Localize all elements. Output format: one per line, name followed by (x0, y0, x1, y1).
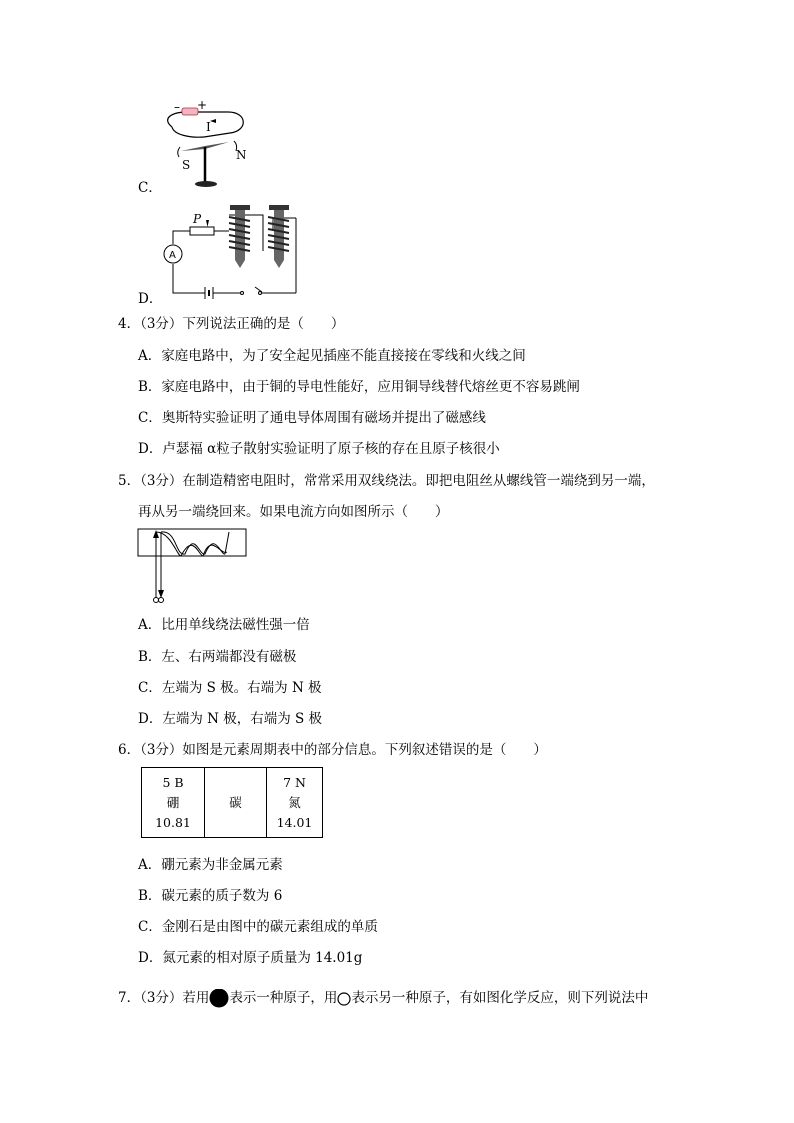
q6-option-d: D．氮元素的相对原子质量为 14.01g (138, 950, 363, 966)
ammeter-label: A (169, 250, 176, 261)
boron-cell (142, 768, 205, 838)
boron-number-symbol: 5 B (162, 774, 184, 790)
option-c-label: C． (138, 180, 162, 196)
q6-option-a: A．硼元素为非金属元素 (138, 857, 283, 873)
q6-option-b: B．碳元素的质子数为 6 (138, 888, 283, 904)
battery-icon (182, 108, 198, 115)
white-atom-icon (337, 992, 351, 1006)
option-d-label: D． (138, 291, 163, 307)
q7-stem (118, 986, 648, 1009)
periodic-table-excerpt (141, 767, 323, 838)
q4-stem: 4．（3分）下列说法正确的是（ ） (118, 316, 345, 332)
q7-text-part3: 表示另一种原子，有如图化学反应，则下列说法中 (351, 990, 649, 1006)
q4-option-a: A．家庭电路中，为了安全起见插座不能直接接在零线和火线之间 (138, 348, 526, 364)
compass-current-figure (158, 99, 250, 189)
q5-option-c: C．左端为 S 极。右端为 N 极 (138, 680, 322, 696)
boron-mass: 10.81 (155, 814, 191, 830)
q5-option-a: A．比用单线绕法磁性强一倍 (138, 617, 310, 633)
q7-text-part2: 表示一种原子，用 (229, 990, 338, 1006)
q4-option-c: C．奥斯特实验证明了通电导体周围有磁场并提出了磁感线 (138, 410, 486, 426)
q5-stem-line1: 5．（3分）在制造精密电阻时，常常采用双线绕法。即把电阻丝从螺线管一端绕到另一端， (118, 473, 655, 489)
q5-stem-line2: 再从另一端绕回来。如果电流方向如图所示（ ） (138, 504, 449, 520)
q4-option-d: D．卢瑟福 α粒子散射实验证明了原子核的存在且原子核很小 (138, 441, 500, 457)
nitrogen-name: 氮 (288, 794, 301, 810)
nitrogen-number-symbol: 7 N (283, 774, 306, 790)
q5-option-d: D．左端为 N 极，右端为 S 极 (138, 711, 323, 727)
north-label: N (236, 148, 247, 162)
rheostat (190, 227, 214, 235)
carbon-name: 碳 (229, 794, 242, 810)
q4-option-b: B．家庭电路中，由于铜的导电性能好，应用铜导线替代熔丝更不容易跳闸 (138, 379, 580, 395)
black-atom-icon (209, 989, 229, 1009)
current-label: I (206, 120, 211, 134)
q5-option-b: B．左、右两端都没有磁极 (138, 649, 297, 665)
minus-sign: – (174, 100, 180, 114)
nitrogen-cell (267, 768, 323, 838)
q7-text-part1: 7．（3分）若用 (118, 990, 210, 1006)
boron-name: 硼 (166, 794, 180, 810)
q6-stem: 6．（3分）如图是元素周期表中的部分信息。下列叙述错误的是（ ） (118, 742, 547, 758)
slider-label: P (193, 212, 202, 226)
nitrogen-mass: 14.01 (276, 814, 313, 830)
q6-option-c: C．金刚石是由图中的碳元素组成的单质 (138, 919, 378, 935)
electromagnet-circuit-figure (160, 203, 300, 300)
carbon-cell (205, 768, 267, 838)
plus-sign: + (197, 99, 208, 112)
double-wound-solenoid-figure (137, 528, 249, 604)
south-label: S (182, 158, 191, 172)
